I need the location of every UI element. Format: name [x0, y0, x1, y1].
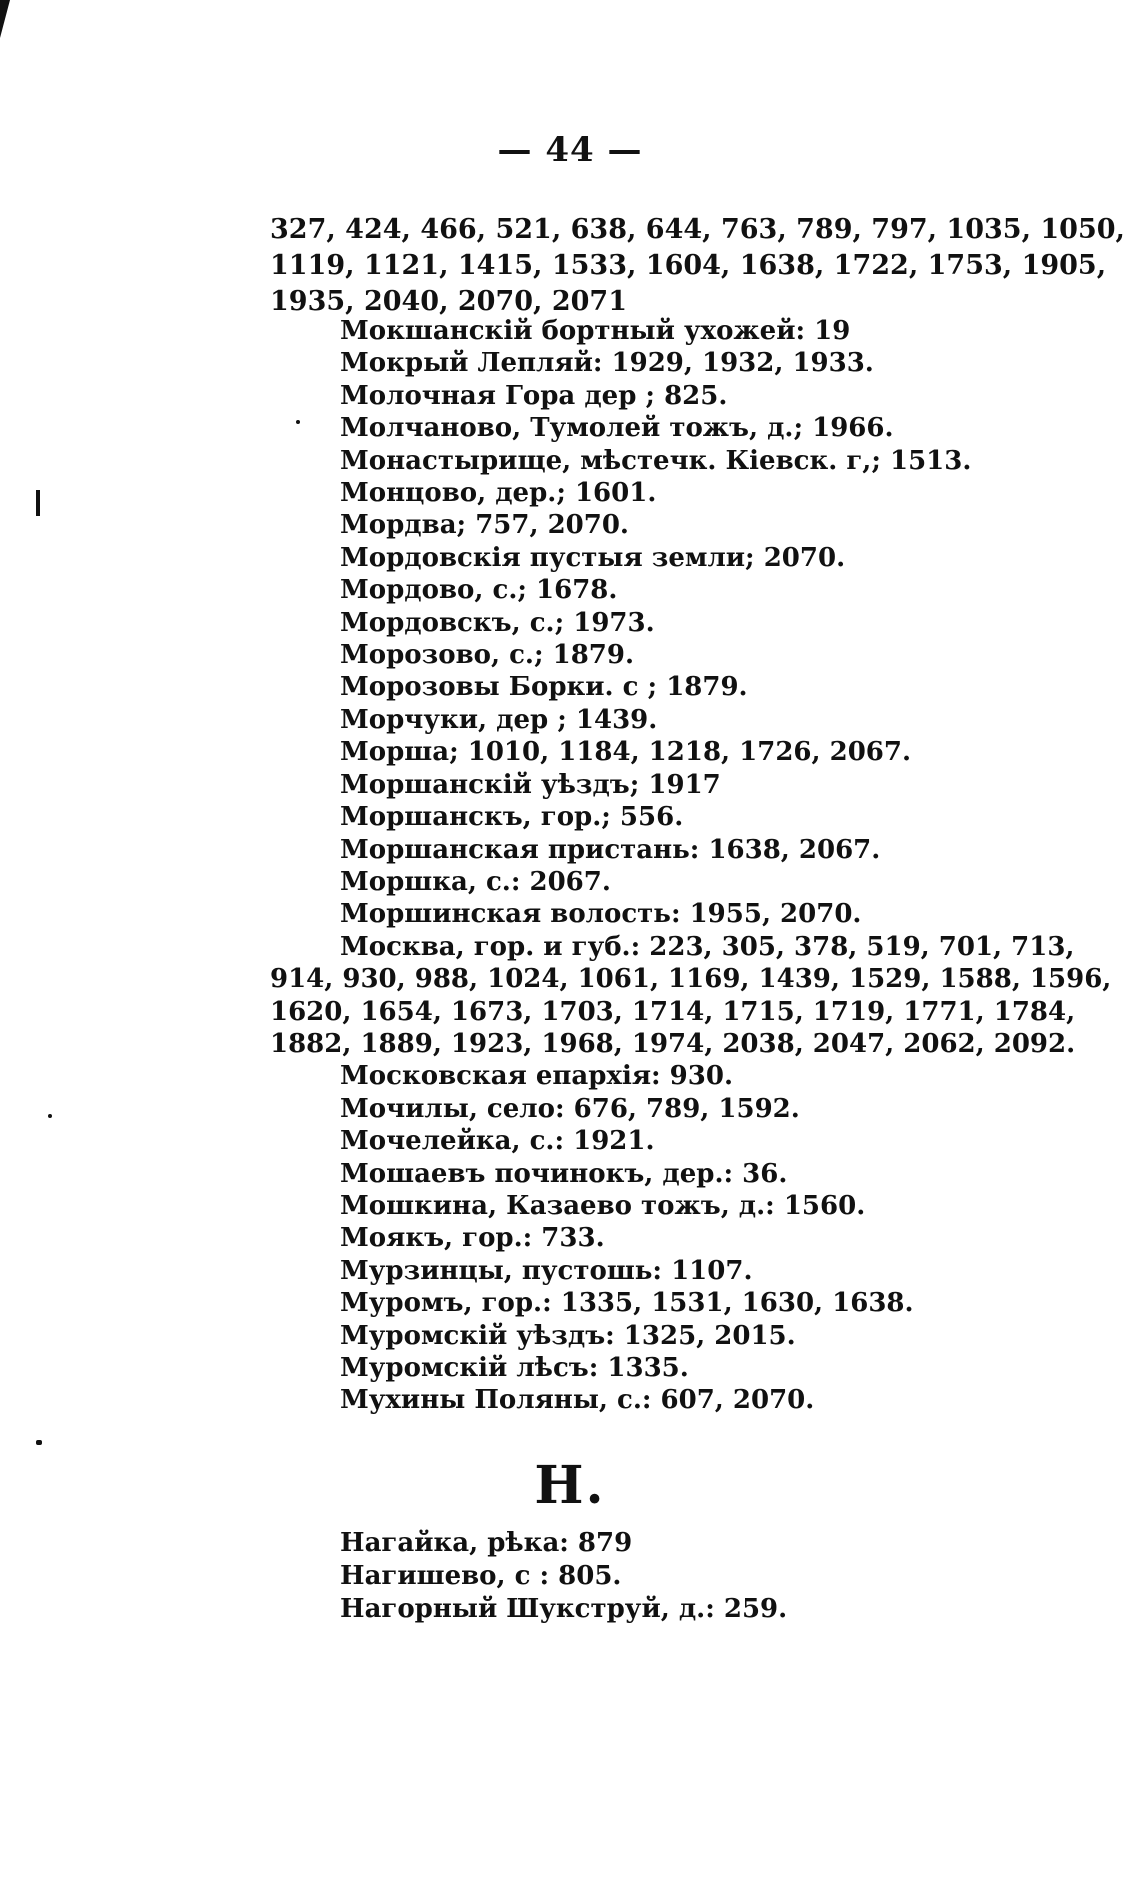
index-entry: Моршанскъ, гор.; 556. [340, 802, 684, 833]
index-entry: Мордовскія пустыя земли; 2070. [340, 542, 846, 573]
index-entry: Мокрый Лепляй: 1929, 1932, 1933. [340, 348, 874, 379]
index-entry: Муромъ, гор.: 1335, 1531, 1630, 1638. [340, 1288, 914, 1319]
index-entry: Мордово, с.; 1678. [340, 575, 618, 606]
page-number: — 44 — [497, 130, 643, 170]
index-entry: Московская епархія: 930. [340, 1061, 734, 1092]
index-entry: Мухины Поляны, с.: 607, 2070. [340, 1385, 815, 1416]
index-entry: Моршка, с.: 2067. [340, 866, 611, 897]
index-entry: Нагайка, рѣка: 879 [340, 1528, 633, 1558]
section-heading: Н. [534, 1455, 606, 1516]
continuation-block [270, 212, 1125, 320]
index-entry: Мокшанскій бортный ухожей: 19 [340, 316, 851, 346]
continuation-line: 327, 424, 466, 521, 638, 644, 763, 789, 797, 1035, 1050, [270, 214, 1125, 245]
index-entry: Морчуки, дер ; 1439. [340, 704, 658, 735]
index-entry: Моршанская пристань: 1638, 2067. [340, 834, 881, 865]
index-entries [270, 315, 1112, 1417]
index-entry-continuation: 1882, 1889, 1923, 1968, 1974, 2038, 2047, 2062, 2092. [270, 1028, 1076, 1059]
index-entry: Мошкина, Казаево тожъ, д.: 1560. [340, 1190, 866, 1221]
continuation-line: 1935, 2040, 2070, 2071 [270, 286, 627, 317]
index-entry: Монцово, дер.; 1601. [340, 478, 657, 509]
index-entry: Морозово, с.; 1879. [340, 640, 635, 671]
index-entry: Моякъ, гор.: 733. [340, 1223, 605, 1254]
index-entry: Мочелейка, с.: 1921. [340, 1126, 655, 1157]
index-entry: Моршинская волость: 1955, 2070. [340, 899, 862, 930]
scan-speck [48, 1114, 52, 1118]
index-entry: Мордва; 757, 2070. [340, 510, 629, 541]
scan-corner-mark [0, 0, 10, 38]
index-entry: Мордовскъ, с.; 1973. [340, 607, 655, 638]
index-entry: Мурзинцы, пустошь: 1107. [340, 1255, 753, 1286]
index-entry-continuation: 914, 930, 988, 1024, 1061, 1169, 1439, 1529, 1588, 1596, [270, 964, 1112, 995]
section-entries [340, 1527, 1110, 1626]
scan-speck [296, 420, 300, 424]
scan-margin-mark [36, 490, 40, 516]
index-entry: Морозовы Борки. с ; 1879. [340, 672, 748, 703]
continuation-line: 1119, 1121, 1415, 1533, 1604, 1638, 1722, 1753, 1905, [270, 250, 1107, 281]
index-entry: Мошаевъ починокъ, дер.: 36. [340, 1158, 788, 1189]
index-entry: Мочилы, село: 676, 789, 1592. [340, 1093, 800, 1124]
index-entry: Нагишево, с : 805. [340, 1561, 622, 1591]
index-entry: Моршанскій уѣздъ; 1917 [340, 769, 721, 800]
index-entry: Муромскій лѣсъ: 1335. [340, 1353, 689, 1383]
index-entry-continuation: 1620, 1654, 1673, 1703, 1714, 1715, 1719, 1771, 1784, [270, 996, 1076, 1027]
index-entry: Муромскій уѣздъ: 1325, 2015. [340, 1320, 796, 1351]
index-entry: Молчаново, Тумолей тожъ, д.; 1966. [340, 413, 894, 444]
index-entry: Нагорный Шукструй, д.: 259. [340, 1594, 788, 1624]
index-entry: Москва, гор. и губ.: 223, 305, 378, 519, 701, 713, [340, 931, 1075, 962]
index-entry: Монастырище, мѣстечк. Кіевск. г,; 1513. [340, 445, 972, 476]
scan-speck [36, 1440, 42, 1445]
index-entry: Морша; 1010, 1184, 1218, 1726, 2067. [340, 737, 912, 768]
index-entry: Молочная Гора дер ; 825. [340, 380, 728, 411]
